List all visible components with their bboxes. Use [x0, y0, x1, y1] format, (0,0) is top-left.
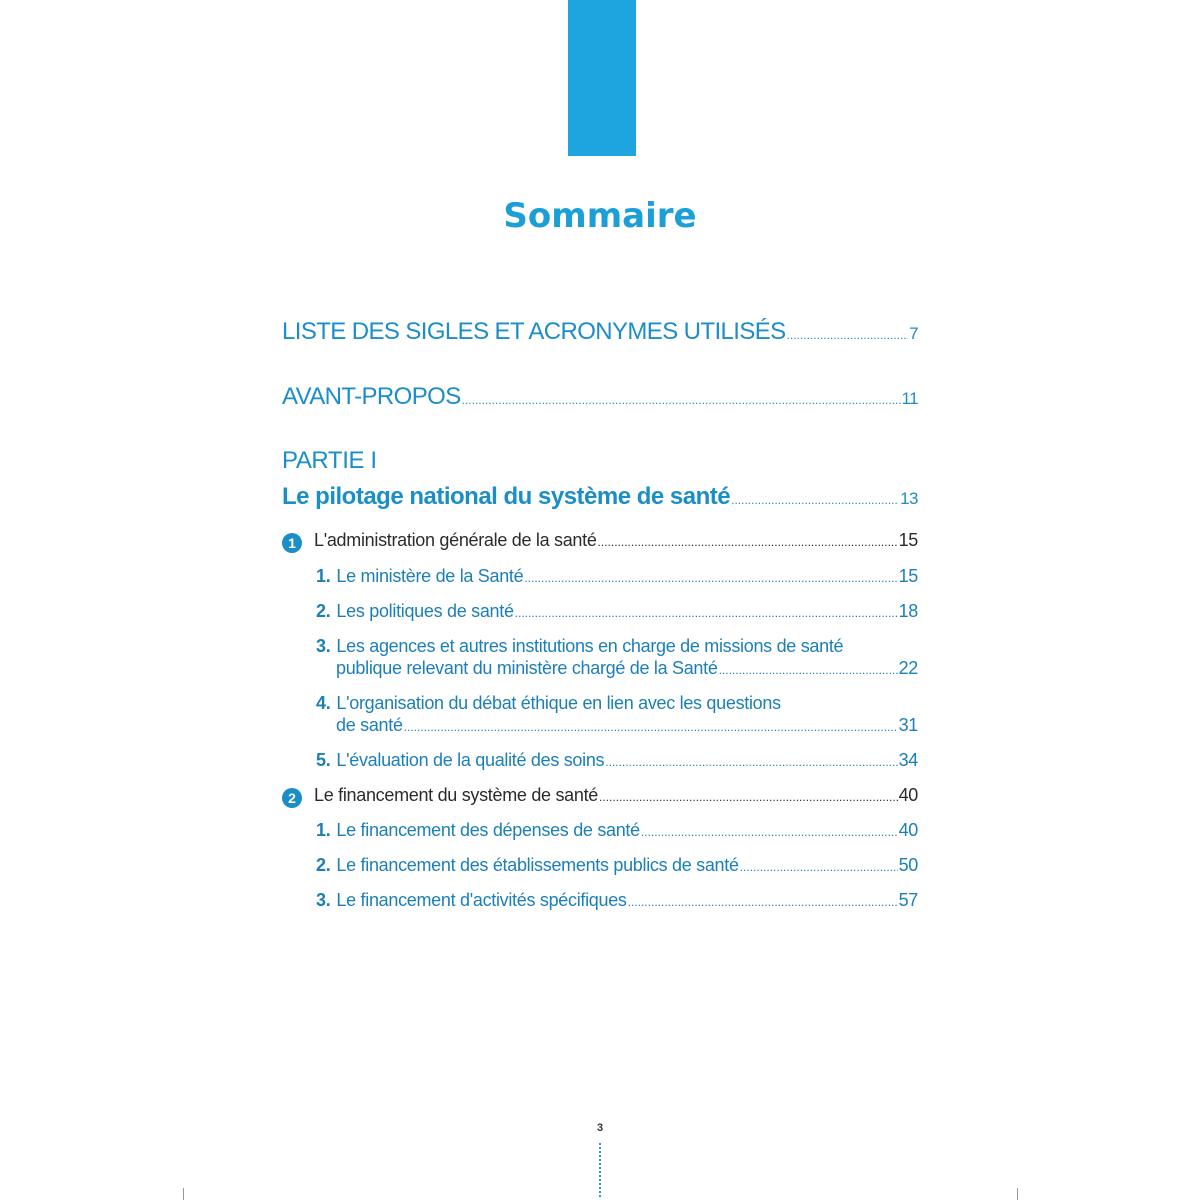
dot-leader [598, 535, 898, 549]
folio: 3 [596, 1122, 604, 1134]
dot-leader [599, 790, 898, 804]
dot-leader [628, 895, 898, 909]
top-color-bar [568, 0, 636, 156]
toc-entry-label: LISTE DES SIGLES ET ACRONYMES UTILISÉS [282, 318, 786, 345]
toc-entry-page: 11 [901, 389, 918, 408]
toc-section-1-3-line1[interactable] [316, 636, 843, 657]
dot-leader [462, 393, 901, 407]
part-title: Le pilotage national du système de santé [282, 483, 731, 510]
toc-entry-label: L'évaluation de la qualité des soins [336, 750, 605, 770]
section-number: 1. [316, 566, 331, 586]
toc-entry-page: 15 [898, 566, 918, 586]
toc-entry-partie1[interactable] [282, 483, 918, 511]
toc-section-1-5[interactable] [316, 750, 918, 771]
chapter-number-badge: 2 [282, 788, 302, 808]
page-title: Sommaire [503, 196, 697, 236]
toc-chapter-2[interactable] [282, 785, 918, 806]
toc-entry-label: L'administration générale de la santé [314, 530, 597, 550]
toc-entry-page: 7 [909, 324, 918, 343]
toc-entry-label: Les agences et autres institutions en charge de missions de santé [336, 636, 844, 656]
dot-leader [515, 606, 898, 620]
toc-entry-label: Le financement des établissements publics de santé [336, 855, 739, 875]
toc-entry-page: 31 [898, 715, 918, 735]
toc-entry-page: 18 [898, 601, 918, 621]
section-number: 2. [316, 855, 331, 875]
toc-entry-sigles[interactable] [282, 318, 918, 346]
toc-entry-label: Le financement du système de santé [314, 785, 598, 805]
toc-section-2-3[interactable] [316, 890, 918, 911]
toc-entry-label: Le ministère de la Santé [336, 566, 524, 586]
toc-entry-label: Les politiques de santé [336, 601, 514, 621]
toc-section-2-2[interactable] [316, 855, 918, 876]
dot-leader [787, 328, 909, 342]
toc-entry-label: Le financement des dépenses de santé [336, 820, 640, 840]
dot-leader [731, 493, 899, 507]
toc-section-1-4-line1[interactable] [316, 693, 781, 714]
toc-entry-label: L'organisation du débat éthique en lien avec les questions [336, 693, 781, 713]
toc-entry-page: 40 [898, 785, 918, 805]
toc-entry-page: 40 [898, 820, 918, 840]
section-number: 2. [316, 601, 331, 621]
toc-section-1-3[interactable] [336, 658, 918, 679]
dot-leader [524, 571, 897, 585]
crop-mark-right [1017, 1188, 1018, 1200]
toc-section-2-1[interactable] [316, 820, 918, 841]
crop-mark-left [183, 1188, 184, 1200]
toc-section-1-1[interactable] [316, 566, 918, 587]
toc-chapter-1[interactable] [282, 530, 918, 551]
toc-entry-page: 57 [898, 890, 918, 910]
dot-leader [740, 860, 898, 874]
dot-leader [719, 663, 898, 677]
toc-entry-page: 34 [898, 750, 918, 770]
section-number: 3. [316, 636, 331, 656]
section-number: 4. [316, 693, 331, 713]
toc-entry-page: 15 [898, 530, 918, 550]
toc-entry-page: 22 [898, 658, 918, 678]
toc-entry-avant-propos[interactable] [282, 383, 918, 411]
toc-section-1-2[interactable] [316, 601, 918, 622]
toc-entry-label: AVANT-PROPOS [282, 383, 461, 410]
dot-leader [605, 755, 897, 769]
dot-leader [641, 825, 898, 839]
chapter-number-badge: 1 [282, 533, 302, 553]
section-number: 3. [316, 890, 331, 910]
toc-entry-page: 13 [900, 489, 918, 508]
toc-entry-label: Le financement d'activités spécifiques [336, 890, 627, 910]
folio-dotted-line [599, 1142, 601, 1198]
toc-entry-label: de santé [336, 715, 403, 735]
dot-leader [404, 720, 898, 734]
toc-section-1-4[interactable] [336, 715, 918, 736]
toc-entry-label: publique relevant du ministère chargé de la Santé [336, 658, 718, 678]
toc-entry-page: 50 [898, 855, 918, 875]
section-number: 5. [316, 750, 331, 770]
section-number: 1. [316, 820, 331, 840]
part-label: PARTIE I [282, 447, 377, 474]
